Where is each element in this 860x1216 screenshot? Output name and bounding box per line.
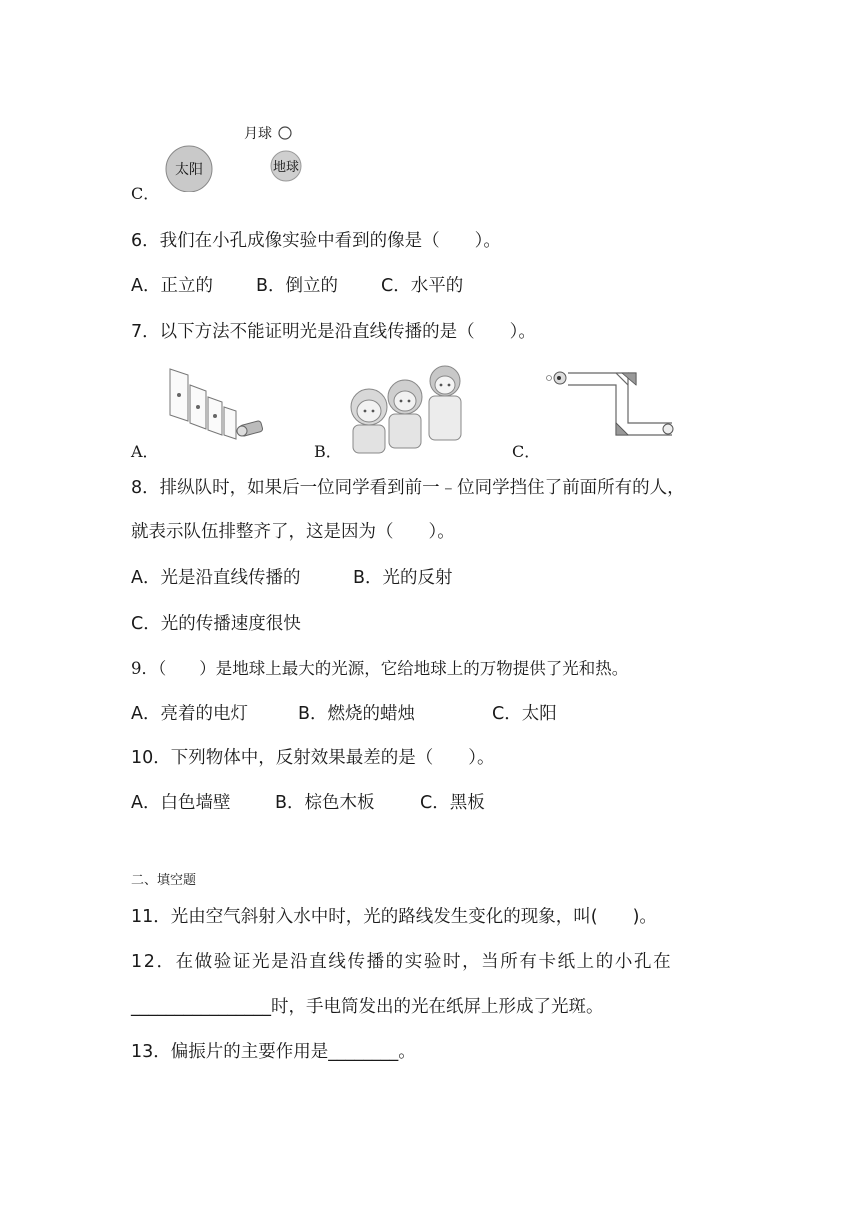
sun-label: 太阳 [175, 162, 203, 178]
q6-option-b: B．倒立的 [256, 276, 339, 296]
q7-option-b-label: B． [314, 442, 342, 461]
q10-option-c: C．黑板 [420, 793, 485, 813]
q11-stem: 11．光由空气斜射入水中时，光的路线发生变化的现象，叫( )。 [131, 907, 657, 927]
q8-option-b: B．光的反射 [353, 568, 453, 588]
q9-option-c: C．太阳 [492, 704, 557, 724]
q8-stem-line2: 就表示队伍排整齐了，这是因为（ ）。 [131, 522, 455, 542]
q5-option-c-label: C． [131, 184, 160, 203]
q9-option-b: B．燃烧的蜡烛 [298, 704, 416, 724]
q7-option-c-figure [540, 365, 680, 447]
sun-earth-moon-figure [160, 120, 310, 192]
q6-stem: 6．我们在小孔成像实验中看到的像是（ ）。 [131, 231, 501, 251]
q12-stem-line2: ________________时，手电筒发出的光在纸屏上形成了光斑。 [131, 997, 604, 1017]
q8-stem-line1: 8．排纵队时，如果后一位同学看到前一﹣位同学挡住了前面所有的人， [131, 478, 685, 498]
q13-stem: 13．偏振片的主要作用是________。 [131, 1042, 416, 1062]
q6-option-a: A．正立的 [131, 276, 213, 296]
section-heading-fill-in: 二、填空题 [131, 873, 197, 888]
q10-stem: 10．下列物体中，反射效果最差的是（ ）。 [131, 748, 495, 768]
q8-option-c: C．光的传播速度很快 [131, 614, 301, 634]
q12-stem-line1: 12．在做验证光是沿直线传播的实验时，当所有卡纸上的小孔在 [131, 952, 673, 972]
q7-option-a-figure [160, 365, 275, 447]
earth-label: 地球 [272, 160, 300, 175]
q6-option-c: C．水平的 [381, 276, 464, 296]
children-in-line-icon [345, 355, 470, 455]
sun-earth-moon-diagram [160, 120, 310, 192]
q7-option-c-label: C． [512, 442, 541, 461]
q7-option-a-label: A． [131, 442, 159, 461]
q8-option-a: A．光是沿直线传播的 [131, 568, 301, 588]
cards-and-flashlight-icon [160, 365, 275, 447]
q7-option-b-figure [345, 355, 470, 455]
q9-stem: 9．（ ）是地球上最大的光源，它给地球上的万物提供了光和热。 [131, 659, 629, 678]
moon-label: 月球 [244, 126, 272, 142]
q10-option-a: A．白色墙壁 [131, 793, 231, 813]
q9-option-a: A．亮着的电灯 [131, 704, 248, 724]
q10-option-b: B．棕色木板 [275, 793, 375, 813]
q7-stem: 7．以下方法不能证明光是沿直线传播的是（ ）。 [131, 322, 536, 342]
moon-shape [279, 127, 291, 139]
periscope-icon [540, 365, 680, 447]
